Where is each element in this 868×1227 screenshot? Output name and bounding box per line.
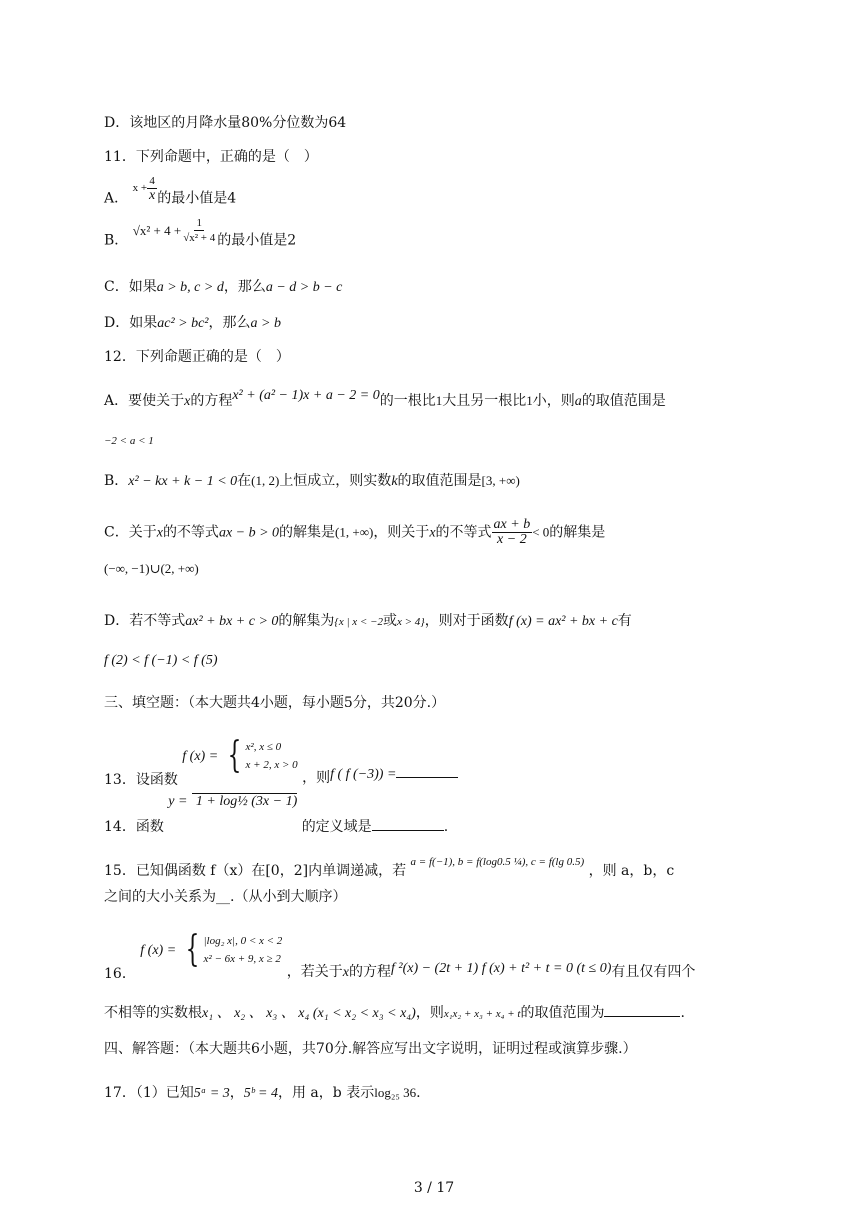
question-16-cont: 不相等的实数根x₁ 、 x₂ 、 x₃ 、 x₄ (x₁ < x₂ < x₃ < x₄)，则x₁x₂ + x₃ + x₄ + t的取值范围为 . <box>104 1005 685 1021</box>
option-11c: C．如果a > b, c > d，那么a − d > b − c <box>104 279 343 295</box>
option-12c: C．关于x的不等式ax − b > 0的解集是(1, +∞)，则关于x的不等式 $\frac{ax + b}{x - 2}$ < 0的解集是 <box>104 517 606 547</box>
option-11d: D．如果ac² > bc²，那么a > b <box>104 315 281 331</box>
question-17: 17．（1）已知5ᵃ = 3，5ᵇ = 4，用 a，b 表示log₂₅ 36. <box>104 1085 421 1101</box>
question-16: 16． f (x) = { |log₂ x|, 0 < x < 2 x² − 6x + 9, x ≥ 2 ，若关于x的方程f ²(x) − (2t + 1) f (x) + t² + t = 0 (t ≤ 0)有且仅有四个 <box>104 929 696 982</box>
question-15-cont: 之间的大小关系为__.（从小到大顺序） <box>104 889 347 905</box>
option-12c-range: (−∞, −1)∪(2, +∞) <box>104 561 199 576</box>
question-13: 13．设函数 f (x) = { x², x ≤ 0 x + 2, x > 0 ，则f ( f (−3)) = <box>104 730 458 766</box>
option-11a: A． $^{x +}$ $\frac{4}{x}$ 的最小值是4 <box>104 175 237 207</box>
option-11b: B． √x² + 4 + $\frac{1}{\text{√x² + 4}}$ 的最小值是2 <box>104 217 297 249</box>
question-12: 12．下列命题正确的是（ ） <box>104 349 290 365</box>
section-3-heading: 三、填空题：（本大题共4小题，每小题5分，共20分.） <box>104 695 446 711</box>
page-number: 3 / 17 <box>413 1180 455 1196</box>
question-15: 15．已知偶函数 f（x）在[0，2]内单调递减，若 a = f(−1), b = f(log0.5 ¼), c = f(lg 0.5) ，则 a，b，c <box>104 856 675 879</box>
option-12d-result: f (2) < f (−1) < f (5) <box>104 653 218 668</box>
section-4-heading: 四、解答题：（本大题共6小题，共70分.解答应写出文字说明，证明过程或演算步骤.） <box>104 1041 637 1057</box>
option-12d: D．若不等式ax² + bx + c > 0的解集为{x | x < −2或x > 4}，则对于函数f (x) = ax² + bx + c有 <box>104 613 632 629</box>
question-14: 14．函数 y = 1 + log½ (3x − 1) 的定义域是 . <box>104 794 449 835</box>
option-10d: D．该地区的月降水量80%分位数为64 <box>104 115 347 131</box>
option-12a-range: −2 < a < 1 <box>104 435 154 447</box>
option-12a: A．要使关于x的方程x² + (a² − 1)x + a − 2 = 0的一根比1大且另一根比1小，则a的取值范围是 <box>104 388 666 409</box>
option-12b: B．x² − kx + k − 1 < 0在(1, 2)上恒成立，则实数k的取值范围是[3, +∞) <box>104 473 520 489</box>
question-11: 11．下列命题中，正确的是（ ） <box>104 149 318 165</box>
